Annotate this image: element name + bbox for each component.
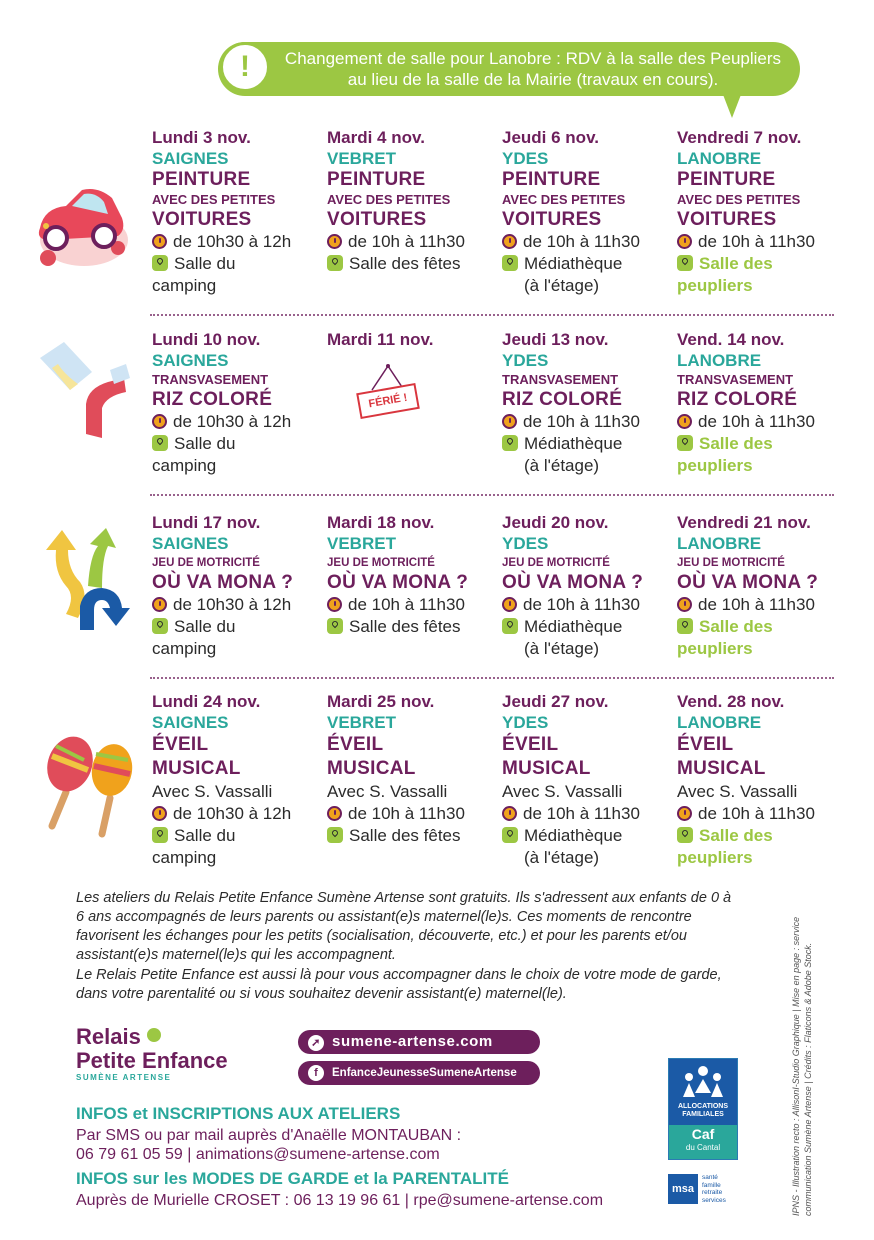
event-location-2: (à l'étage) — [524, 639, 600, 658]
event-location-2: camping — [152, 848, 217, 867]
event-time: de 10h30 à 12h — [173, 412, 292, 431]
event-subtitle: JEU DE MOTRICITÉ — [677, 557, 785, 569]
event-day: Vendredi 21 nov. — [677, 513, 811, 532]
event-title: OÙ VA MONA ? — [327, 572, 469, 593]
event-location: Médiathèque — [524, 826, 623, 845]
event-location-2: (à l'étage) — [524, 456, 600, 475]
event-time: de 10h30 à 12h — [173, 232, 292, 251]
event-location-2: (à l'étage) — [524, 276, 600, 295]
event-location-2: peupliers — [677, 639, 753, 658]
event-subtitle: AVEC DES PETITES — [152, 192, 276, 207]
event-title: ÉVEIL — [152, 734, 209, 755]
clock-icon — [152, 414, 167, 429]
event-location: Salle des — [699, 617, 773, 636]
event-day: Vend. 28 nov. — [677, 692, 785, 711]
event-town: LANOBRE — [677, 534, 762, 553]
clock-icon — [152, 597, 167, 612]
row-separator — [150, 494, 834, 496]
notice-tail — [722, 92, 742, 118]
event-location: Médiathèque — [524, 434, 623, 453]
event-title: PEINTURE — [677, 169, 776, 190]
event-location: Salle du — [174, 826, 236, 845]
event-town: YDES — [502, 149, 549, 168]
clock-icon — [502, 234, 517, 249]
event-card — [152, 330, 322, 477]
toy-car-paint-icon — [26, 178, 136, 278]
event-location-2: camping — [152, 276, 217, 295]
event-location: Salle des fêtes — [349, 617, 461, 636]
event-day: Lundi 10 nov. — [152, 330, 261, 349]
event-town: LANOBRE — [677, 351, 762, 370]
event-subtitle: AVEC DES PETITES — [677, 192, 801, 207]
event-subtitle: TRANSVASEMENT — [677, 372, 794, 387]
row-separator — [150, 677, 834, 679]
event-time: de 10h à 11h30 — [698, 595, 815, 614]
clock-icon — [677, 234, 692, 249]
event-title: OÙ VA MONA ? — [502, 572, 644, 593]
location-pin-icon — [152, 827, 168, 843]
event-time: de 10h à 11h30 — [523, 232, 640, 251]
event-title: PEINTURE — [502, 169, 601, 190]
event-card — [677, 692, 847, 869]
event-location: Médiathèque — [524, 254, 623, 273]
event-time: de 10h à 11h30 — [348, 595, 465, 614]
event-card — [327, 692, 497, 847]
event-town: LANOBRE — [677, 149, 762, 168]
event-title-2: VOITURES — [152, 209, 252, 230]
event-day: Jeudi 27 nov. — [502, 692, 609, 711]
pouring-rice-icon — [34, 338, 130, 448]
alert-icon: ! — [220, 42, 270, 92]
event-day: Lundi 3 nov. — [152, 128, 251, 147]
info-line-1: Par SMS ou par mail auprès d'Anaëlle MONTAUBAN : — [76, 1127, 462, 1144]
info-heading-1: INFOS et INSCRIPTIONS AUX ATELIERS — [76, 1104, 401, 1123]
event-title: PEINTURE — [327, 169, 426, 190]
event-card — [677, 330, 847, 477]
event-location: Médiathèque — [524, 617, 623, 636]
event-location-2: peupliers — [677, 456, 753, 475]
msa-logo — [668, 1174, 738, 1208]
event-title-2: MUSICAL — [327, 758, 416, 779]
clock-icon — [327, 234, 342, 249]
info-line-2: 06 79 61 05 59 | animations@sumene-artense.com — [76, 1146, 440, 1163]
event-day: Jeudi 6 nov. — [502, 128, 599, 147]
event-title: ÉVEIL — [502, 734, 559, 755]
info-line-3: Auprès de Murielle CROSET : 06 13 19 96 61 | rpe@sumene-artense.com — [76, 1192, 604, 1209]
rpe-logo — [76, 1025, 276, 1082]
event-title: RIZ COLORÉ — [677, 389, 798, 410]
event-card — [677, 513, 847, 660]
msa-text: santé famille retraite services — [702, 1174, 726, 1204]
location-pin-icon — [677, 435, 693, 451]
event-card — [502, 692, 672, 869]
facebook-link[interactable] — [298, 1061, 540, 1085]
event-town: VEBRET — [327, 149, 396, 168]
maracas-icon — [40, 730, 140, 840]
cursor-click-icon: ➚ — [308, 1035, 324, 1051]
event-title-2: VOITURES — [502, 209, 602, 230]
location-pin-icon — [327, 827, 343, 843]
event-card — [502, 513, 672, 660]
event-town: YDES — [502, 713, 549, 732]
holiday-sign: FÉRIÉ ! — [356, 383, 420, 419]
event-town: YDES — [502, 351, 549, 370]
event-location: Salle des — [699, 254, 773, 273]
event-location-2: camping — [152, 639, 217, 658]
event-host: Avec S. Vassalli — [152, 782, 273, 801]
event-time: de 10h à 11h30 — [348, 804, 465, 823]
event-card — [152, 128, 322, 297]
clock-icon — [327, 806, 342, 821]
event-location: Salle des — [699, 826, 773, 845]
event-day: Lundi 17 nov. — [152, 513, 261, 532]
event-subtitle: JEU DE MOTRICITÉ — [327, 557, 435, 569]
event-time: de 10h à 11h30 — [698, 804, 815, 823]
event-title-2: VOITURES — [327, 209, 427, 230]
event-town: SAIGNES — [152, 351, 229, 370]
event-title: OÙ VA MONA ? — [677, 572, 819, 593]
event-town: VEBRET — [327, 534, 396, 553]
event-time: de 10h à 11h30 — [523, 595, 640, 614]
info-paragraph-2: Le Relais Petite Enfance est aussi là pour vous accompagner dans le choix de votre mode de garde, dans votre parentalité ou si vous souhaitez devenir assistant(e) maternel(le). — [76, 967, 722, 1002]
event-location: Salle des fêtes — [349, 254, 461, 273]
event-location: Salle du — [174, 434, 236, 453]
website-text: sumene-artense.com — [332, 1033, 493, 1050]
location-pin-icon — [152, 255, 168, 271]
event-title: OÙ VA MONA ? — [152, 572, 294, 593]
event-title: RIZ COLORÉ — [502, 389, 623, 410]
event-day: Mardi 25 nov. — [327, 692, 435, 711]
location-pin-icon — [677, 827, 693, 843]
info-paragraph: Les ateliers du Relais Petite Enfance Sumène Artense sont gratuits. Ils s'adressent aux enfants de 0 à 6 ans accompagnés de leurs parents ou assistant(e)s maternel(le)s. Ces moments de rencontre favorisent les échanges pour les petits (socialisation, découverte, etc.) et pour les parents et/ou assistant(e)s maternel(le)s qui les accompagnent. — [76, 890, 732, 963]
event-subtitle: JEU DE MOTRICITÉ — [152, 557, 260, 569]
event-subtitle: TRANSVASEMENT — [502, 372, 619, 387]
location-pin-icon — [677, 618, 693, 634]
brand-sub: SUMÈNE ARTENSE — [76, 1073, 172, 1082]
event-card — [152, 692, 322, 869]
location-pin-icon — [152, 618, 168, 634]
event-location-2: (à l'étage) — [524, 848, 600, 867]
ladybug-icon — [147, 1028, 161, 1042]
event-time: de 10h à 11h30 — [523, 804, 640, 823]
location-pin-icon — [502, 618, 518, 634]
event-subtitle: JEU DE MOTRICITÉ — [502, 557, 610, 569]
clock-icon — [327, 597, 342, 612]
event-host: Avec S. Vassalli — [677, 782, 798, 801]
location-pin-icon — [327, 255, 343, 271]
location-pin-icon — [677, 255, 693, 271]
event-location-2: peupliers — [677, 848, 753, 867]
event-time: de 10h à 11h30 — [348, 232, 465, 251]
event-time: de 10h à 11h30 — [523, 412, 640, 431]
event-town: SAIGNES — [152, 713, 229, 732]
event-host: Avec S. Vassalli — [502, 782, 623, 801]
event-town: SAIGNES — [152, 149, 229, 168]
event-subtitle: AVEC DES PETITES — [502, 192, 626, 207]
event-time: de 10h à 11h30 — [698, 412, 815, 431]
event-title-2: MUSICAL — [502, 758, 591, 779]
event-title-2: MUSICAL — [152, 758, 241, 779]
event-day: Lundi 24 nov. — [152, 692, 261, 711]
caf-name: Caf — [691, 1126, 715, 1142]
website-link[interactable] — [298, 1030, 540, 1054]
location-pin-icon — [327, 618, 343, 634]
msa-mark: msa — [668, 1174, 698, 1204]
event-subtitle: AVEC DES PETITES — [327, 192, 451, 207]
event-location: Salle du — [174, 254, 236, 273]
event-card — [502, 128, 672, 297]
event-location: Salle des — [699, 434, 773, 453]
notice-text: Changement de salle pour Lanobre : RDV à la salle des Peupliers au lieu de la salle de la Mairie (travaux en cours). — [284, 49, 782, 89]
location-pin-icon — [502, 435, 518, 451]
info-heading-2: INFOS sur les MODES DE GARDE et la PARENTALITÉ — [76, 1169, 509, 1188]
event-card — [327, 128, 497, 275]
location-pin-icon — [502, 827, 518, 843]
event-card — [327, 330, 497, 350]
row-separator — [150, 314, 834, 316]
brand-line-2: Petite Enfance — [76, 1048, 228, 1073]
event-location-2: peupliers — [677, 276, 753, 295]
facebook-icon: f — [308, 1065, 324, 1081]
event-title: ÉVEIL — [327, 734, 384, 755]
location-pin-icon — [152, 435, 168, 451]
event-day: Jeudi 13 nov. — [502, 330, 609, 349]
event-time: de 10h30 à 12h — [173, 804, 292, 823]
event-town: VEBRET — [327, 713, 396, 732]
event-day: Mardi 4 nov. — [327, 128, 425, 147]
clock-icon — [152, 806, 167, 821]
event-day: Vendredi 7 nov. — [677, 128, 802, 147]
event-title-2: MUSICAL — [677, 758, 766, 779]
caf-sub: du Cantal — [685, 1143, 721, 1152]
clock-icon — [502, 597, 517, 612]
credits-text: IPNS - Illustration recto : AllisonI-Studio Graphique | Mise en page : service communication Sumène Artense | Crédits : Flaticons & Adobe Stock. — [791, 916, 813, 1216]
event-host: Avec S. Vassalli — [327, 782, 448, 801]
clock-icon — [677, 414, 692, 429]
caf-logo — [668, 1058, 738, 1160]
clock-icon — [502, 414, 517, 429]
location-pin-icon — [502, 255, 518, 271]
event-card — [502, 330, 672, 477]
clock-icon — [677, 806, 692, 821]
event-subtitle: TRANSVASEMENT — [152, 372, 269, 387]
event-day: Vend. 14 nov. — [677, 330, 785, 349]
event-time: de 10h à 11h30 — [698, 232, 815, 251]
event-town: SAIGNES — [152, 534, 229, 553]
event-card — [327, 513, 497, 638]
event-day: Mardi 11 nov. — [327, 330, 434, 349]
event-title: RIZ COLORÉ — [152, 389, 273, 410]
event-title: ÉVEIL — [677, 734, 734, 755]
event-town: LANOBRE — [677, 713, 762, 732]
caf-top-text: ALLOCATIONS FAMILIALES — [677, 1103, 729, 1118]
event-location: Salle des fêtes — [349, 826, 461, 845]
event-town: YDES — [502, 534, 549, 553]
brand-line-1: Relais — [76, 1024, 141, 1049]
event-location-2: camping — [152, 456, 217, 475]
clock-icon — [152, 234, 167, 249]
event-title-2: VOITURES — [677, 209, 777, 230]
clock-icon — [502, 806, 517, 821]
event-time: de 10h30 à 12h — [173, 595, 292, 614]
event-card — [152, 513, 322, 660]
event-day: Mardi 18 nov. — [327, 513, 435, 532]
clock-icon — [677, 597, 692, 612]
event-day: Jeudi 20 nov. — [502, 513, 609, 532]
event-location: Salle du — [174, 617, 236, 636]
motricity-arrows-icon — [40, 526, 136, 636]
event-card — [677, 128, 847, 297]
facebook-text: EnfanceJeunesseSumeneArtense — [332, 1067, 517, 1079]
family-icon — [669, 1063, 737, 1103]
event-title: PEINTURE — [152, 169, 251, 190]
